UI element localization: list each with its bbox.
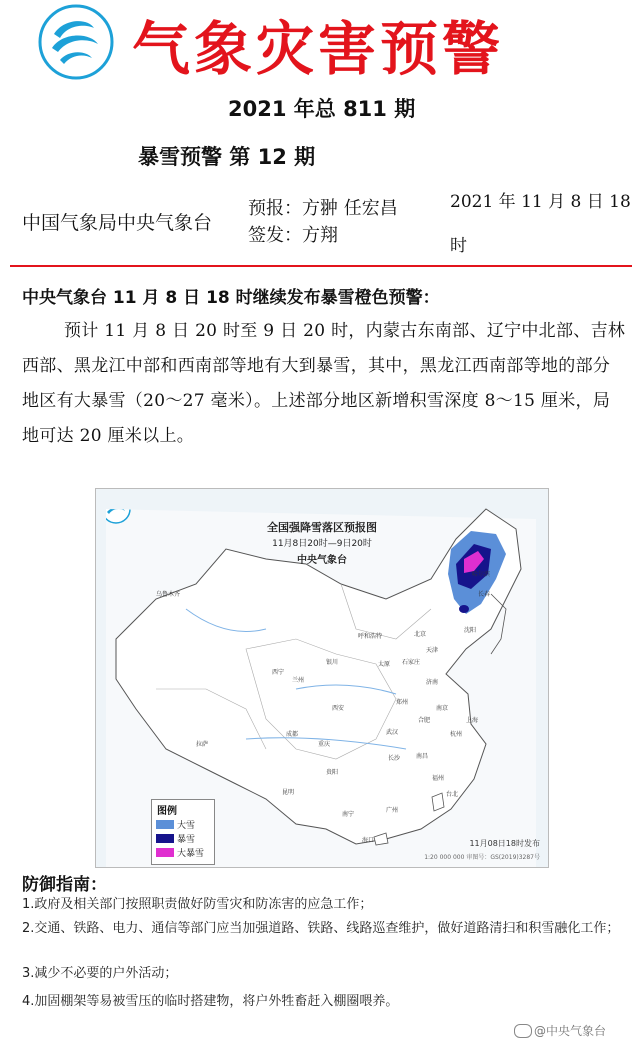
city-label: 南宁 <box>342 811 355 818</box>
map-title: 全国强降雪落区预报图 <box>267 521 377 534</box>
city-label: 石家庄 <box>402 659 421 666</box>
city-label: 广州 <box>386 807 399 814</box>
cma-logo <box>38 4 114 80</box>
map-issue-time: 11月08日18时发布 <box>469 839 540 848</box>
issue-number: 2021 年总 811 期 <box>228 97 416 121</box>
city-label: 北京 <box>414 631 427 638</box>
page-title: 气象灾害预警 <box>132 15 505 83</box>
guide-item: 3.减少不必要的户外活动； <box>22 966 178 981</box>
map-org: 中央气象台 <box>297 555 347 566</box>
legend-title: 图例 <box>157 806 177 817</box>
snowfall-forecast-map <box>95 488 549 868</box>
city-label: 合肥 <box>418 717 431 724</box>
warning-issue: 暴雪预警 第 12 期 <box>138 145 316 169</box>
map-scale: 1:20 000 000 审图号：GS(2019)3287号 <box>424 854 540 861</box>
city-label: 沈阳 <box>464 627 477 634</box>
guide-title: 防御指南： <box>22 875 107 895</box>
city-label: 乌鲁木齐 <box>156 591 181 598</box>
city-label: 福州 <box>432 775 445 782</box>
city-label: 西宁 <box>272 669 285 676</box>
legend-label: 大暴雪 <box>177 848 205 859</box>
city-label: 长春 <box>478 591 491 598</box>
agency-name: 中国气象局中央气象台 <box>22 212 213 234</box>
city-label: 成都 <box>286 731 299 738</box>
city-label: 长沙 <box>388 755 401 762</box>
legend-label: 大雪 <box>177 820 196 831</box>
legend-item <box>156 846 204 858</box>
city-label: 太原 <box>378 661 391 668</box>
city-label: 兰州 <box>292 677 305 684</box>
map-legend <box>151 799 215 865</box>
legend-item <box>156 818 195 830</box>
city-label: 哈尔滨 <box>472 571 491 578</box>
city-label: 银川 <box>326 659 339 666</box>
map-subtitle: 11月8日20时—9日20时 <box>272 539 372 549</box>
legend-swatch <box>156 834 174 843</box>
city-label: 拉萨 <box>196 741 209 748</box>
guide-item: 2.交通、铁路、电力、通信等部门应当加强道路、铁路、线路巡查维护，做好道路清扫和积雪融化工作； <box>22 921 620 936</box>
city-label: 杭州 <box>450 731 463 738</box>
city-label: 天津 <box>426 647 439 654</box>
warning-body: 预计 11 月 8 日 20 时至 9 日 20 时，内蒙古东南部、辽宁中北部、吉林西部、黑龙江中部和西南部等地有大到暴雪，其中，黑龙江西南部等地的部分地区有大暴雪（20～27 毫米）。上述部分地区新增积雪深度 8～15 厘米，局地可达 20 厘米以上。 <box>22 321 626 446</box>
city-label: 贵阳 <box>326 769 339 776</box>
divider <box>10 265 632 267</box>
guide-item: 4.加固棚架等易被雪压的临时搭建物，将户外牲畜赶入棚圈喂养。 <box>22 994 399 1009</box>
city-label: 武汉 <box>386 729 399 736</box>
guide-item: 1.政府及相关部门按照职责做好防雪灾和防冻害的应急工作； <box>22 897 373 912</box>
forecast-info <box>248 195 398 249</box>
city-label: 上海 <box>466 717 479 724</box>
city-label: 海口 <box>362 837 375 844</box>
city-label: 南京 <box>436 705 449 712</box>
city-label: 郑州 <box>396 699 409 706</box>
legend-swatch <box>156 848 174 857</box>
issue-date-hour: 时 <box>450 236 467 256</box>
warning-headline: 中央气象台 11 月 8 日 18 时继续发布暴雪橙色预警： <box>22 288 440 308</box>
city-label: 昆明 <box>282 789 295 796</box>
city-label: 呼和浩特 <box>358 633 383 640</box>
city-label: 济南 <box>426 679 439 686</box>
city-label: 台北 <box>446 791 459 798</box>
weibo-icon <box>514 1024 532 1038</box>
issue-date: 2021 年 11 月 8 日 18 <box>450 192 631 212</box>
city-label: 重庆 <box>318 741 331 748</box>
city-label: 西安 <box>332 705 345 712</box>
city-label: 南昌 <box>416 753 429 760</box>
signer: 签发：方翔 <box>248 225 338 246</box>
forecaster: 预报：方翀 任宏昌 <box>248 198 398 219</box>
legend-swatch <box>156 820 174 829</box>
legend-item <box>156 832 195 844</box>
legend-label: 暴雪 <box>177 834 196 845</box>
watermark: @中央气象台 <box>534 1024 607 1038</box>
